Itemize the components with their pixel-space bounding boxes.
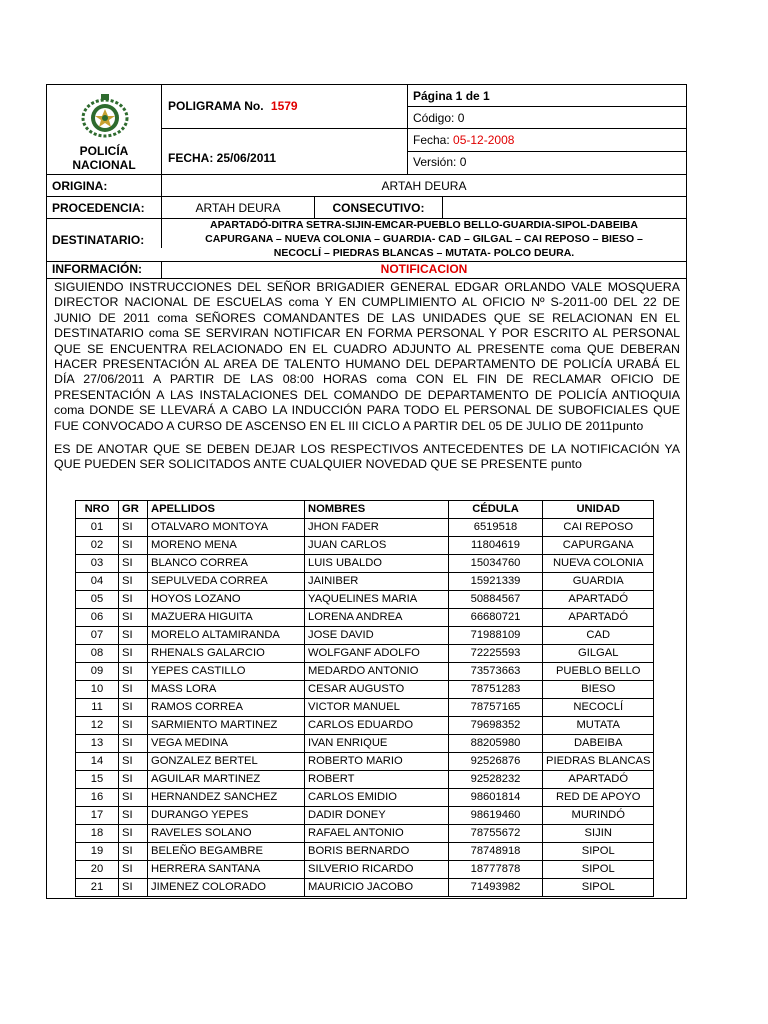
table-cell: SI bbox=[119, 645, 148, 663]
col-nombres: NOMBRES bbox=[305, 501, 449, 519]
table-row bbox=[76, 843, 654, 861]
table-cell: 71493982 bbox=[449, 879, 543, 897]
table-cell: SI bbox=[119, 537, 148, 555]
table-cell: 78751283 bbox=[449, 681, 543, 699]
table-row bbox=[76, 519, 654, 537]
table-cell: 17 bbox=[76, 807, 119, 825]
table-cell: MORENO MENA bbox=[148, 537, 305, 555]
fecha-doc: Fecha: 05-12-2008 bbox=[413, 133, 515, 147]
table-cell: SI bbox=[119, 717, 148, 735]
body-line: QUE PUEDEN SER SOLICITADOS ANTE CUALQUIER NOVEDAD QUE SE PRESENTE punto bbox=[54, 457, 582, 472]
table-cell: RED DE APOYO bbox=[543, 789, 654, 807]
table-row bbox=[76, 537, 654, 555]
table-row bbox=[76, 663, 654, 681]
table-cell: ROBERT bbox=[305, 771, 449, 789]
table-cell: LUIS UBALDO bbox=[305, 555, 449, 573]
body-line: DÍA 27/06/2011 A PARTIR DE LAS 08:00 HORAS coma CON EL FIN DE RECLAMAR OFICIO DE bbox=[54, 372, 680, 387]
origina-value: ARTAH DEURA bbox=[381, 179, 467, 193]
table-cell: 21 bbox=[76, 879, 119, 897]
col-unidad: UNIDAD bbox=[543, 501, 654, 519]
table-cell: OTALVARO MONTOYA bbox=[148, 519, 305, 537]
table-cell: RAMOS CORREA bbox=[148, 699, 305, 717]
table-cell: JIMENEZ COLORADO bbox=[148, 879, 305, 897]
body-line: DESTINATARIO coma SE SERVIRAN NOTIFICAR EN FORMA PERSONAL Y POR ESCRITO AL PERSONAL bbox=[54, 326, 680, 341]
table-row bbox=[76, 591, 654, 609]
table-cell: CAD bbox=[543, 627, 654, 645]
table-cell: SI bbox=[119, 807, 148, 825]
table-cell: CARLOS EDUARDO bbox=[305, 717, 449, 735]
table-cell: LORENA ANDREA bbox=[305, 609, 449, 627]
table-cell: SI bbox=[119, 663, 148, 681]
table-cell: CARLOS EMIDIO bbox=[305, 789, 449, 807]
org-name-line2: NACIONAL bbox=[72, 158, 136, 172]
codigo-text: Código: 0 bbox=[413, 111, 465, 125]
table-cell: 16 bbox=[76, 789, 119, 807]
table-cell: GUARDIA bbox=[543, 573, 654, 591]
body-line: DIRECTOR NACIONAL DE ESCUELAS coma Y EN CUMPLIMIENTO AL OFICIO Nº S-2011-00 DEL 22 DE bbox=[54, 295, 680, 310]
table-cell: SI bbox=[119, 753, 148, 771]
table-cell: 73573663 bbox=[449, 663, 543, 681]
table-cell: 79698352 bbox=[449, 717, 543, 735]
body-line: JUNIO DE 2011 coma SEÑORES COMANDANTES DE LAS UNIDADES QUE SE RELACIONAN EN EL bbox=[54, 310, 680, 325]
col-nro: NRO bbox=[76, 501, 119, 519]
table-row bbox=[76, 555, 654, 573]
police-emblem-icon bbox=[80, 92, 130, 142]
table-cell: WOLFGANF ADOLFO bbox=[305, 645, 449, 663]
col-apellidos: APELLIDOS bbox=[148, 501, 305, 519]
col-cedula: CÉDULA bbox=[449, 501, 543, 519]
pagina-text: Página 1 de 1 bbox=[413, 89, 490, 103]
table-cell: RAVELES SOLANO bbox=[148, 825, 305, 843]
table-cell: SI bbox=[119, 879, 148, 897]
table-row bbox=[76, 789, 654, 807]
version-text: Versión: 0 bbox=[413, 155, 467, 169]
table-cell: GILGAL bbox=[543, 645, 654, 663]
table-cell: BELEÑO BEGAMBRE bbox=[148, 843, 305, 861]
table-cell: SI bbox=[119, 555, 148, 573]
org-name-line1: POLICÍA bbox=[79, 144, 129, 158]
table-cell: 78755672 bbox=[449, 825, 543, 843]
table-cell: 98601814 bbox=[449, 789, 543, 807]
table-cell: 50884567 bbox=[449, 591, 543, 609]
table-cell: 04 bbox=[76, 573, 119, 591]
informacion-value: NOTIFICACION bbox=[380, 262, 468, 276]
table-cell: 20 bbox=[76, 861, 119, 879]
table-cell: 15921339 bbox=[449, 573, 543, 591]
destinatario-line3: NECOCLÍ – PIEDRAS BLANCAS – MUTATA- POLCO DEURA. bbox=[273, 247, 575, 259]
table-cell: 66680721 bbox=[449, 609, 543, 627]
table-cell: SI bbox=[119, 789, 148, 807]
table-cell: 78748918 bbox=[449, 843, 543, 861]
table-cell: 06 bbox=[76, 609, 119, 627]
table-cell: DADIR DONEY bbox=[305, 807, 449, 825]
table-cell: VICTOR MANUEL bbox=[305, 699, 449, 717]
table-cell: RHENALS GALARCIO bbox=[148, 645, 305, 663]
table-cell: SIJIN bbox=[543, 825, 654, 843]
table-row bbox=[76, 771, 654, 789]
table-cell: 15 bbox=[76, 771, 119, 789]
roster-header-row bbox=[76, 501, 654, 519]
table-cell: BIESO bbox=[543, 681, 654, 699]
table-cell: SEPULVEDA CORREA bbox=[148, 573, 305, 591]
table-cell: HOYOS LOZANO bbox=[148, 591, 305, 609]
table-row bbox=[76, 627, 654, 645]
poligrama-label: POLIGRAMA No. 1579 bbox=[168, 99, 298, 113]
table-cell: JAINIBER bbox=[305, 573, 449, 591]
table-cell: 07 bbox=[76, 627, 119, 645]
body-line: HACER PRESENTACIÓN AL AREA DE TALENTO HUMANO DEL DEPARTAMENTO DE POLICÍA URABÁ EL bbox=[54, 357, 680, 372]
table-cell: 88205980 bbox=[449, 735, 543, 753]
table-cell: CAPURGANA bbox=[543, 537, 654, 555]
table-cell: 14 bbox=[76, 753, 119, 771]
table-cell: MURINDÓ bbox=[543, 807, 654, 825]
table-cell: SI bbox=[119, 861, 148, 879]
table-cell: SILVERIO RICARDO bbox=[305, 861, 449, 879]
body-line: QUE SE ENCUENTRA RELACIONADO EN EL CUADRO ADJUNTO AL PRESENTE coma QUE DEBERAN bbox=[54, 341, 680, 356]
table-cell: YAQUELINES MARIA bbox=[305, 591, 449, 609]
table-cell: AGUILAR MARTINEZ bbox=[148, 771, 305, 789]
consecutivo-label: CONSECUTIVO: bbox=[332, 201, 425, 215]
table-cell: DURANGO YEPES bbox=[148, 807, 305, 825]
table-cell: SARMIENTO MARTINEZ bbox=[148, 717, 305, 735]
table-cell: DABEIBA bbox=[543, 735, 654, 753]
table-cell: 11804619 bbox=[449, 537, 543, 555]
table-cell: 15034760 bbox=[449, 555, 543, 573]
roster-table bbox=[75, 500, 654, 897]
body-line: PRESENTACIÓN A LAS INSTALACIONES DEL COMANDO DE DEPARTAMENTO DE POLICÍA ANTIOQUIA bbox=[54, 387, 680, 402]
poligrama-number: 1579 bbox=[270, 99, 298, 113]
table-cell: RAFAEL ANTONIO bbox=[305, 825, 449, 843]
table-cell: 6519518 bbox=[449, 519, 543, 537]
destinatario-label: DESTINATARIO: bbox=[52, 233, 145, 247]
table-cell: 98619460 bbox=[449, 807, 543, 825]
col-gr: GR bbox=[119, 501, 148, 519]
table-cell: MORELO ALTAMIRANDA bbox=[148, 627, 305, 645]
table-cell: JHON FADER bbox=[305, 519, 449, 537]
table-cell: IVAN ENRIQUE bbox=[305, 735, 449, 753]
table-cell: 05 bbox=[76, 591, 119, 609]
table-row bbox=[76, 735, 654, 753]
table-cell: 92526876 bbox=[449, 753, 543, 771]
procedencia-value: ARTAH DEURA bbox=[195, 201, 281, 215]
table-cell: SI bbox=[119, 573, 148, 591]
table-cell: 09 bbox=[76, 663, 119, 681]
table-cell: BLANCO CORREA bbox=[148, 555, 305, 573]
table-cell: 78757165 bbox=[449, 699, 543, 717]
table-cell: SI bbox=[119, 843, 148, 861]
table-row bbox=[76, 879, 654, 897]
table-cell: 02 bbox=[76, 537, 119, 555]
table-cell: 01 bbox=[76, 519, 119, 537]
table-row bbox=[76, 825, 654, 843]
table-cell: MEDARDO ANTONIO bbox=[305, 663, 449, 681]
table-cell: 13 bbox=[76, 735, 119, 753]
table-cell: BORIS BERNARDO bbox=[305, 843, 449, 861]
table-cell: 11 bbox=[76, 699, 119, 717]
table-cell: APARTADÓ bbox=[543, 771, 654, 789]
table-cell: HERNANDEZ SANCHEZ bbox=[148, 789, 305, 807]
table-cell: 19 bbox=[76, 843, 119, 861]
table-cell: HERRERA SANTANA bbox=[148, 861, 305, 879]
table-cell: NECOCLÍ bbox=[543, 699, 654, 717]
table-row bbox=[76, 681, 654, 699]
table-cell: VEGA MEDINA bbox=[148, 735, 305, 753]
table-cell: CESAR AUGUSTO bbox=[305, 681, 449, 699]
table-row bbox=[76, 699, 654, 717]
origina-label: ORIGINA: bbox=[52, 179, 108, 193]
destinatario-line1: APARTADÓ-DITRA SETRA-SIJIN-EMCAR-PUEBLO BELLO-GUARDIA-SIPOL-DABEIBA bbox=[210, 219, 638, 231]
table-cell: 92528232 bbox=[449, 771, 543, 789]
informacion-label: INFORMACIÓN: bbox=[52, 262, 142, 276]
destinatario-line2: CAPURGANA – NUEVA COLONIA – GUARDIA- CAD – GILGAL – CAI REPOSO – BIESO – bbox=[205, 233, 643, 245]
table-cell: MAZUERA HIGUITA bbox=[148, 609, 305, 627]
fecha-doc-value: 05-12-2008 bbox=[453, 133, 515, 147]
table-cell: SI bbox=[119, 735, 148, 753]
table-cell: PIEDRAS BLANCAS bbox=[543, 753, 654, 771]
table-cell: 08 bbox=[76, 645, 119, 663]
fecha-label: FECHA: 25/06/2011 bbox=[168, 151, 277, 165]
table-cell: SI bbox=[119, 627, 148, 645]
table-cell: MASS LORA bbox=[148, 681, 305, 699]
table-cell: MUTATA bbox=[543, 717, 654, 735]
table-cell: 03 bbox=[76, 555, 119, 573]
table-cell: MAURICIO JACOBO bbox=[305, 879, 449, 897]
table-cell: SI bbox=[119, 591, 148, 609]
table-cell: SIPOL bbox=[543, 861, 654, 879]
table-cell: CAI REPOSO bbox=[543, 519, 654, 537]
table-cell: ROBERTO MARIO bbox=[305, 753, 449, 771]
table-row bbox=[76, 807, 654, 825]
table-cell: APARTADÓ bbox=[543, 591, 654, 609]
table-cell: SI bbox=[119, 609, 148, 627]
table-cell: 18777878 bbox=[449, 861, 543, 879]
table-cell: 71988109 bbox=[449, 627, 543, 645]
table-cell: 18 bbox=[76, 825, 119, 843]
body-line: ES DE ANOTAR QUE SE DEBEN DEJAR LOS RESPECTIVOS ANTECEDENTES DE LA NOTIFICACIÓN YA bbox=[54, 442, 680, 456]
table-cell: SI bbox=[119, 681, 148, 699]
table-cell: YEPES CASTILLO bbox=[148, 663, 305, 681]
table-cell: SIPOL bbox=[543, 879, 654, 897]
table-row bbox=[76, 753, 654, 771]
body-line: coma DONDE SE LLEVARÁ A CABO LA INDUCCIÓN PARA TODO EL PERSONAL DE SUBOFICIALES QUE bbox=[54, 403, 680, 418]
table-cell: 10 bbox=[76, 681, 119, 699]
table-row bbox=[76, 861, 654, 879]
table-cell: GONZALEZ BERTEL bbox=[148, 753, 305, 771]
table-row bbox=[76, 573, 654, 591]
body-paragraph-2 bbox=[54, 442, 680, 473]
table-row bbox=[76, 609, 654, 627]
table-cell: SIPOL bbox=[543, 843, 654, 861]
table-cell: 72225593 bbox=[449, 645, 543, 663]
table-cell: NUEVA COLONIA bbox=[543, 555, 654, 573]
table-cell: 12 bbox=[76, 717, 119, 735]
procedencia-label: PROCEDENCIA: bbox=[52, 201, 145, 215]
table-cell: SI bbox=[119, 771, 148, 789]
table-cell: APARTADÓ bbox=[543, 609, 654, 627]
body-line: FUE CONVOCADO A CURSO DE ASCENSO EN EL III CICLO A PARTIR DEL 05 DE JULIO DE 2011punto bbox=[54, 418, 644, 433]
table-row bbox=[76, 717, 654, 735]
body-paragraph-1 bbox=[54, 280, 680, 434]
table-row bbox=[76, 645, 654, 663]
table-cell: SI bbox=[119, 699, 148, 717]
table-cell: JOSE DAVID bbox=[305, 627, 449, 645]
table-cell: SI bbox=[119, 825, 148, 843]
table-cell: JUAN CARLOS bbox=[305, 537, 449, 555]
table-cell: SI bbox=[119, 519, 148, 537]
table-cell: PUEBLO BELLO bbox=[543, 663, 654, 681]
body-line: SIGUIENDO INSTRUCCIONES DEL SEÑOR BRIGADIER GENERAL EDGAR ORLANDO VALE MOSQUERA bbox=[54, 280, 680, 294]
